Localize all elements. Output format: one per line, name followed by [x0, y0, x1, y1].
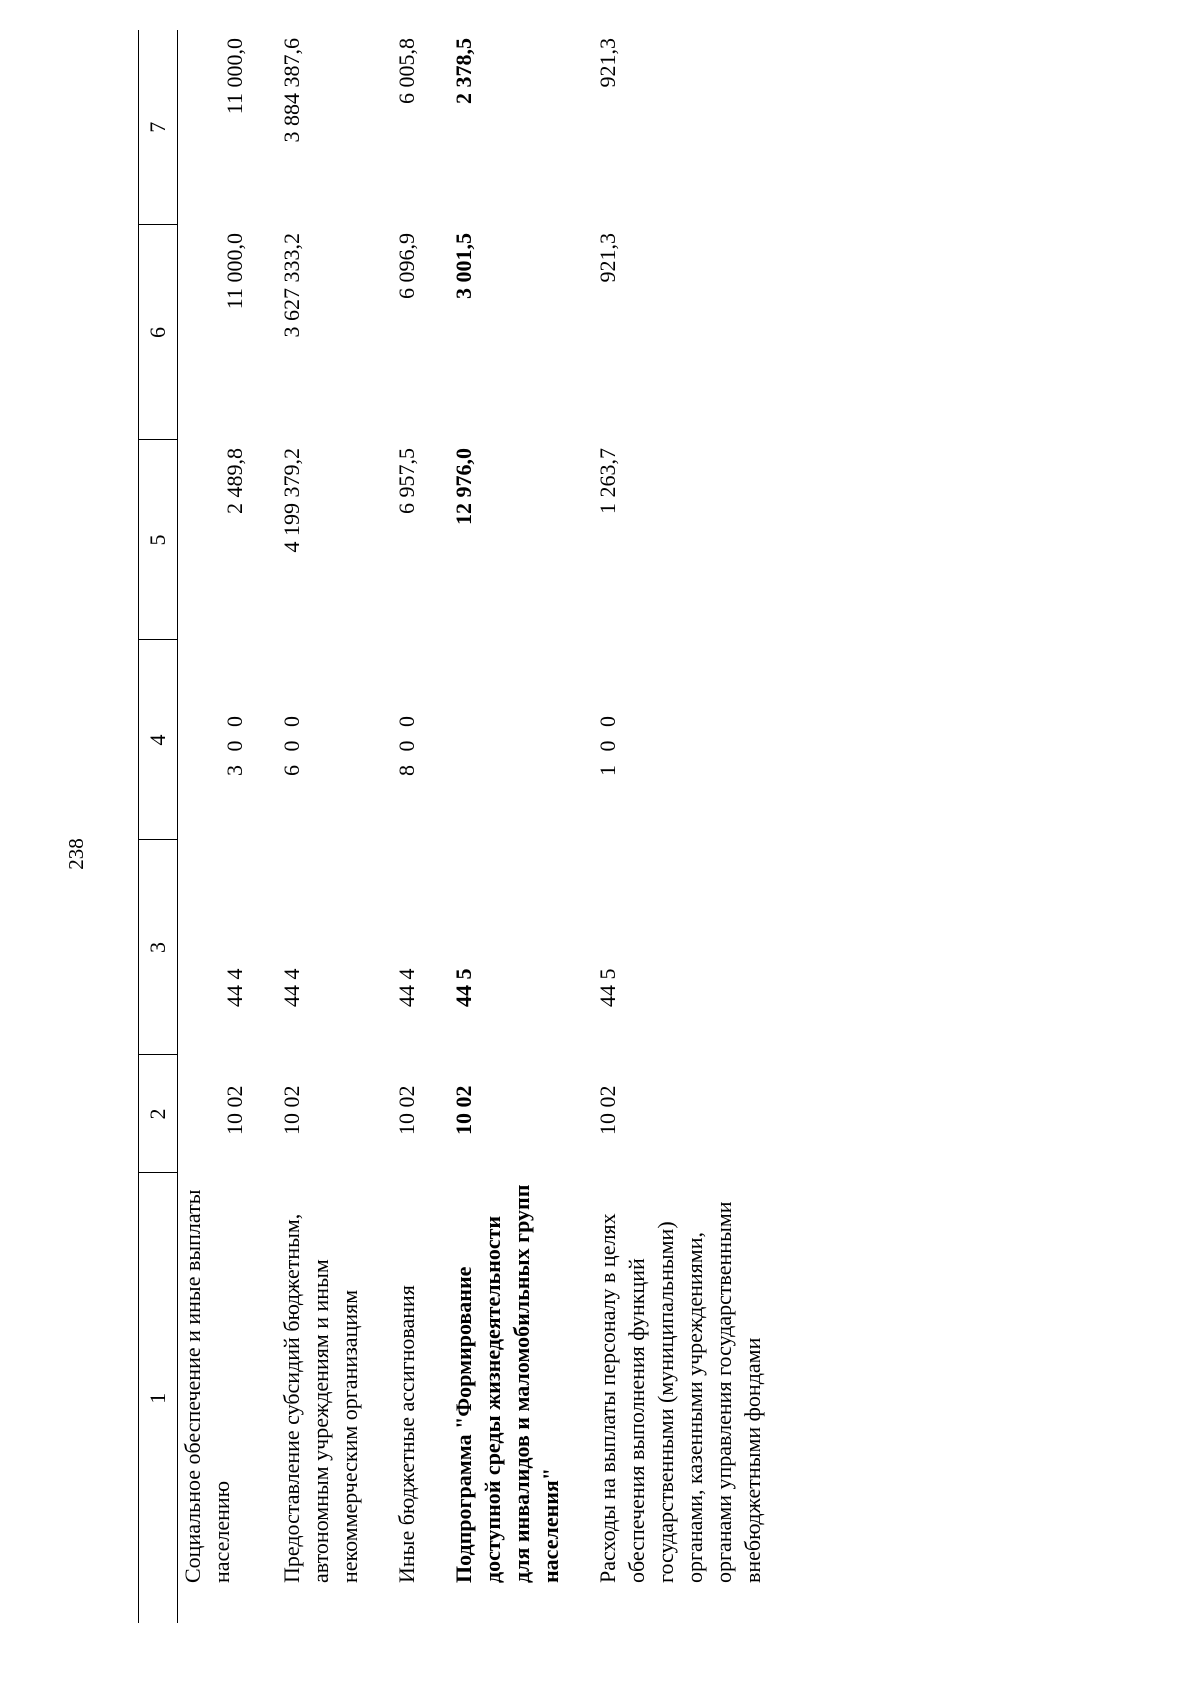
row-col5: 6 957,5 — [394, 448, 420, 514]
row-name: Иные бюджетные ассигнования — [394, 1285, 420, 1583]
row-col7: 921,3 — [595, 38, 621, 88]
table-row — [392, 30, 421, 1623]
row-col5: 2 489,8 — [222, 448, 247, 514]
header-col-6: 6 — [139, 225, 178, 440]
row-expense-type — [449, 640, 565, 840]
row-expense-type: 3 0 0 — [222, 712, 247, 776]
row-name: Расходы на выплаты персоналу в целях обеспечения выполнения функций государственными (муниципальными) органами, казенными учреждениями, органами управления государственными внебюджетными фондами — [595, 1201, 766, 1583]
row-target: 44 4 — [222, 968, 247, 1007]
row-target: 44 5 — [451, 968, 477, 1007]
table-row-subprogram — [449, 30, 565, 1623]
row-col5: 4 199 379,2 — [279, 448, 305, 553]
budget-table — [138, 30, 767, 1623]
row-col6: 921,3 — [595, 233, 621, 283]
header-col-7: 7 — [139, 30, 178, 225]
row-col7: 6 005,8 — [394, 38, 420, 104]
row-name: Подпрограмма "Формирование доступной среды жизнедеятельности для инвалидов и маломобильных групп населения" — [451, 1184, 564, 1583]
row-expense-type: 8 0 0 — [394, 712, 420, 776]
row-expense-type: 6 0 0 — [279, 712, 305, 776]
table-row — [277, 30, 364, 1623]
row-section: 10 02 — [279, 1085, 305, 1135]
row-col6: 6 096,9 — [394, 233, 420, 299]
header-col-2: 2 — [139, 1055, 178, 1173]
row-target: 44 4 — [279, 968, 305, 1007]
row-col6: 3 001,5 — [451, 233, 477, 299]
row-target: 44 4 — [394, 968, 420, 1007]
row-col6: 3 627 333,2 — [279, 233, 305, 338]
header-row — [139, 30, 178, 1623]
row-col6: 11 000,0 — [222, 233, 247, 310]
header-col-4: 4 — [139, 640, 178, 840]
row-section: 10 02 — [394, 1085, 420, 1135]
row-section: 10 02 — [222, 1085, 247, 1135]
header-col-3: 3 — [139, 840, 178, 1055]
header-col-5: 5 — [139, 440, 178, 640]
row-target: 44 5 — [595, 968, 621, 1007]
header-col-1: 1 — [139, 1173, 178, 1623]
page-number: 238 — [64, 838, 88, 870]
row-col7: 2 378,5 — [451, 38, 477, 104]
row-section: 10 02 — [595, 1085, 621, 1135]
row-col7: 11 000,0 — [222, 38, 247, 115]
row-expense-type: 1 0 0 — [595, 712, 621, 776]
row-col5: 12 976,0 — [451, 448, 477, 525]
table-row — [593, 30, 767, 1623]
row-name: Предоставление субсидий бюджетным, автономным учреждениям и иным некоммерческим организациям — [279, 1213, 363, 1583]
table-row — [178, 30, 250, 1623]
row-col5: 1 263,7 — [595, 448, 621, 514]
row-section: 10 02 — [451, 1085, 477, 1135]
row-col7: 3 884 387,6 — [279, 38, 305, 143]
row-name: Социальное обеспечение и иные выплаты населению — [180, 1189, 235, 1583]
